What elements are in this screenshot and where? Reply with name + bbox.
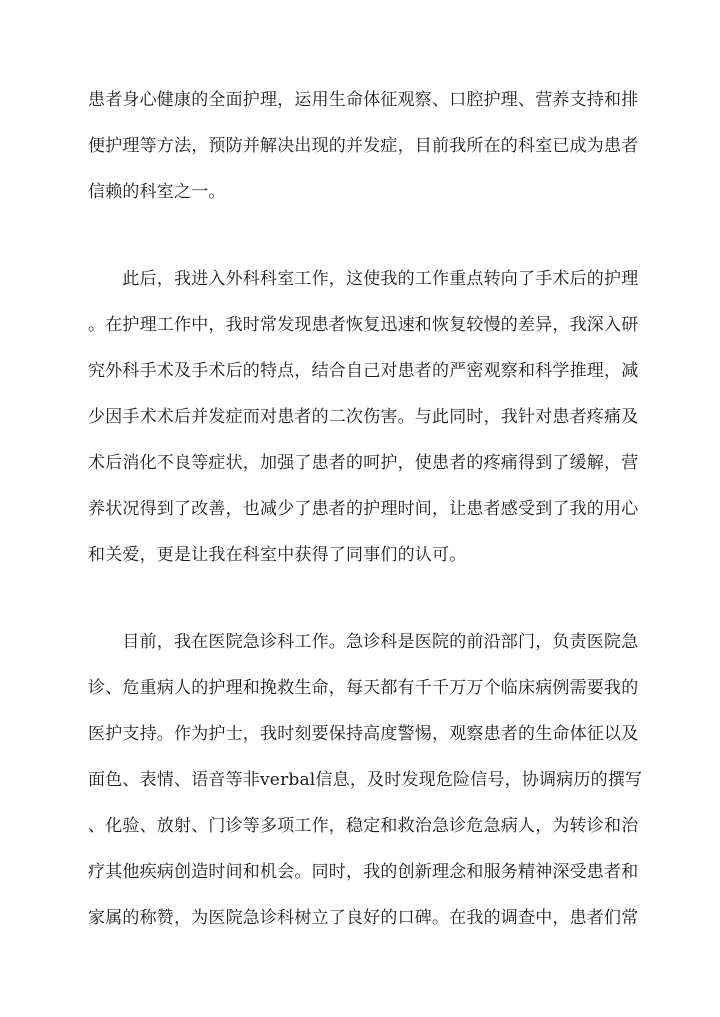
text-line: 术后消化不良等症状，加强了患者的呵护，使患者的疼痛得到了缓解，营: [88, 453, 639, 473]
text-line: 面色、表情、语音等非verbal信息，及时发现危险信号，协调病历的撰写: [88, 770, 643, 790]
text-line: 此后，我进入外科科室工作，这使我的工作重点转向了手术后的护理: [88, 269, 639, 289]
text-line: 究外科手术及手术后的特点，结合自己对患者的严密观察和科学推理，减: [88, 361, 639, 381]
text-line: 。在护理工作中，我时常发现患者恢复迅速和恢复较慢的差异，我深入研: [88, 315, 639, 335]
text-line: 疗其他疾病创造时间和机会。同时，我的创新理念和服务精神深受患者和: [88, 862, 639, 882]
text-line: 目前，我在医院急诊科工作。急诊科是医院的前沿部门，负责医院急: [88, 632, 639, 652]
text-line: 家属的称赞，为医院急诊科树立了良好的口碑。在我的调查中，患者们常: [88, 908, 639, 928]
text-line: 诊、危重病人的护理和挽救生命，每天都有千千万万个临床病例需要我的: [88, 678, 639, 698]
text-line: 便护理等方法，预防并解决出现的并发症，目前我所在的科室已成为患者: [88, 136, 639, 156]
text-line: 和关爱，更是让我在科室中获得了同事们的认可。: [88, 545, 467, 565]
paragraph-3: [88, 619, 643, 941]
text-line: 少因手术术后并发症而对患者的二次伤害。与此同时，我针对患者疼痛及: [88, 407, 639, 427]
text-line: 医护支持。作为护士，我时刻要保持高度警惕，观察患者的生命体征以及: [88, 724, 639, 744]
text-line: 养状况得到了改善，也减少了患者的护理时间，让患者感受到了我的用心: [88, 499, 639, 519]
text-line: 信赖的科室之一。: [88, 182, 226, 202]
paragraph-1: [88, 77, 638, 215]
paragraph-2: [88, 256, 638, 578]
text-line: 、化验、放射、门诊等多项工作，稳定和救治急诊危急病人，为转诊和治: [88, 816, 639, 836]
text-line: 患者身心健康的全面护理，运用生命体征观察、口腔护理、营养支持和排: [88, 90, 639, 110]
